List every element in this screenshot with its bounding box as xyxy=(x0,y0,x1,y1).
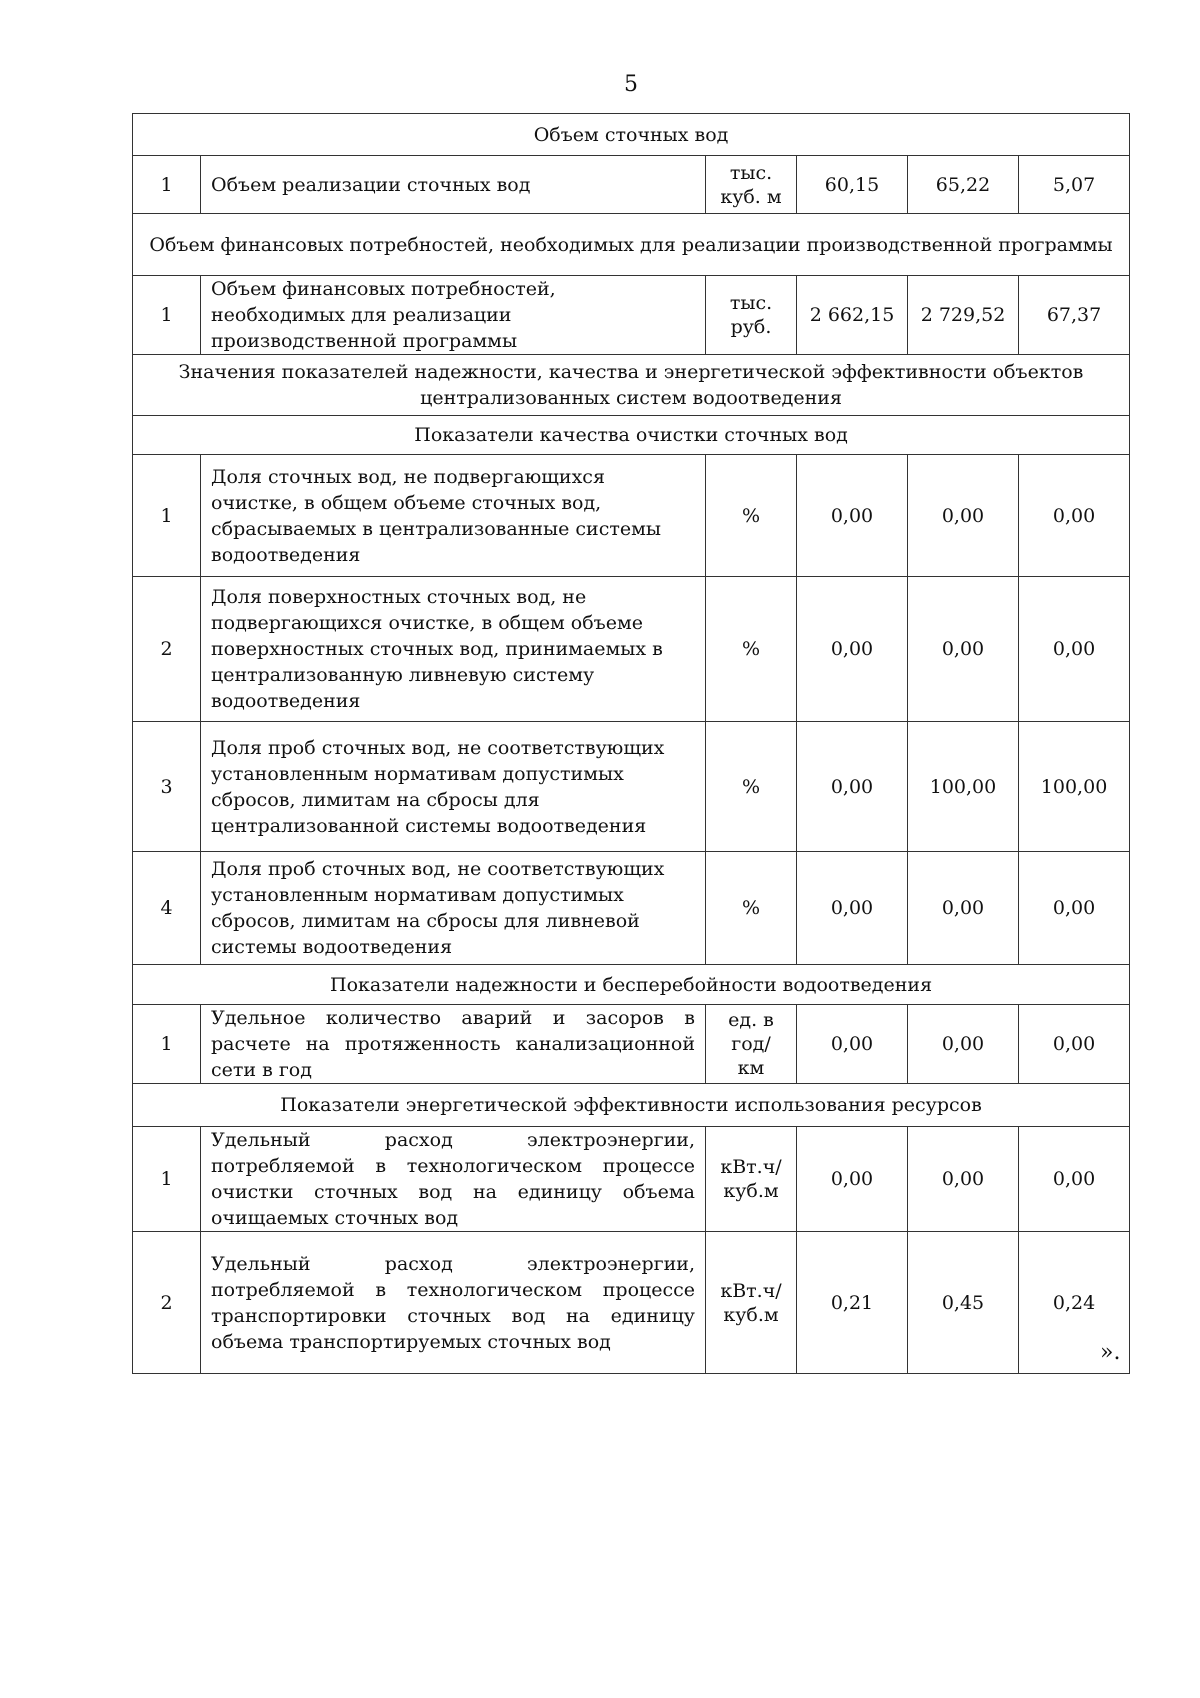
unit-cell: % xyxy=(706,722,797,852)
value-cell-1: 0,00 xyxy=(797,577,908,722)
value-cell-2: 0,00 xyxy=(908,455,1019,577)
value-cell-1: 0,21 xyxy=(797,1232,908,1374)
section-header-row xyxy=(133,214,1130,276)
section-header-row xyxy=(133,114,1130,156)
row-number: 1 xyxy=(133,1005,201,1084)
unit-cell: ед. в год/ км xyxy=(706,1005,797,1084)
value-cell-1: 0,00 xyxy=(797,1005,908,1084)
unit-cell: % xyxy=(706,577,797,722)
section-title: Объем финансовых потребностей, необходимых для реализации производственной программы xyxy=(133,214,1130,276)
table-row xyxy=(133,1005,1130,1084)
value-cell-3: 0,00 xyxy=(1019,1127,1130,1232)
value-cell-2: 65,22 xyxy=(908,156,1019,214)
value-cell-1: 0,00 xyxy=(797,455,908,577)
section-header-row xyxy=(133,1084,1130,1127)
section-title: Показатели энергетической эффективности использования ресурсов xyxy=(133,1084,1130,1127)
unit-cell: % xyxy=(706,852,797,965)
value-cell-2: 0,45 xyxy=(908,1232,1019,1374)
indicator-name: Удельное количество аварий и засоров в расчете на протяженность канализационной сети в год xyxy=(201,1005,706,1084)
value-cell-1: 0,00 xyxy=(797,1127,908,1232)
value-cell-1: 0,00 xyxy=(797,722,908,852)
section-header-row xyxy=(133,416,1130,455)
row-number: 1 xyxy=(133,1127,201,1232)
row-number: 2 xyxy=(133,577,201,722)
indicator-name: Объем финансовых потребностей, необходимых для реализации производственной программы xyxy=(201,276,706,355)
section-title: Показатели надежности и бесперебойности водоотведения xyxy=(133,965,1130,1005)
value-cell-3: 0,24 xyxy=(1019,1232,1130,1374)
value-cell-1: 60,15 xyxy=(797,156,908,214)
table-row xyxy=(133,1127,1130,1232)
row-number: 4 xyxy=(133,852,201,965)
value-cell-2: 0,00 xyxy=(908,577,1019,722)
table-row xyxy=(133,156,1130,214)
indicator-name: Доля поверхностных сточных вод, не подвергающихся очистке, в общем объеме поверхностных сточных вод, принимаемых в централизованную ливневую систему водоотведения xyxy=(201,577,706,722)
unit-cell: тыс. куб. м xyxy=(706,156,797,214)
unit-cell: кВт.ч/ куб.м xyxy=(706,1127,797,1232)
section-header-row xyxy=(133,965,1130,1005)
indicator-name: Доля проб сточных вод, не соответствующих установленным нормативам допустимых сбросов, лимитам на сбросы для ливневой системы водоотведения xyxy=(201,852,706,965)
value-cell-3: 100,00 xyxy=(1019,722,1130,852)
value-cell-3: 5,07 xyxy=(1019,156,1130,214)
unit-cell: % xyxy=(706,455,797,577)
value-cell-3: 0,00 xyxy=(1019,852,1130,965)
value-cell-3: 0,00 xyxy=(1019,1005,1130,1084)
page-number: 5 xyxy=(624,72,638,97)
section-title: Значения показателей надежности, качества и энергетической эффективности объектов централизованных систем водоотведения xyxy=(133,355,1130,416)
value-cell-1: 0,00 xyxy=(797,852,908,965)
value-cell-2: 0,00 xyxy=(908,1127,1019,1232)
indicator-name: Удельный расход электроэнергии, потребляемой в технологическом процессе очистки сточных вод на единицу объема очищаемых сточных вод xyxy=(201,1127,706,1232)
row-number: 3 xyxy=(133,722,201,852)
value-cell-2: 100,00 xyxy=(908,722,1019,852)
row-number: 1 xyxy=(133,156,201,214)
indicator-name: Удельный расход электроэнергии, потребляемой в технологическом процессе транспортировки сточных вод на единицу объема транспортируемых сточных вод xyxy=(201,1232,706,1374)
indicators-table xyxy=(132,113,1130,1374)
unit-cell: тыс. руб. xyxy=(706,276,797,355)
value-cell-1: 2 662,15 xyxy=(797,276,908,355)
table-row xyxy=(133,276,1130,355)
value-cell-2: 2 729,52 xyxy=(908,276,1019,355)
section-title: Объем сточных вод xyxy=(133,114,1130,156)
row-number: 2 xyxy=(133,1232,201,1374)
indicator-name: Объем реализации сточных вод xyxy=(201,156,706,214)
closing-quote-mark: ». xyxy=(1100,1340,1121,1365)
table-row xyxy=(133,1232,1130,1374)
table-row xyxy=(133,722,1130,852)
value-cell-3: 0,00 xyxy=(1019,455,1130,577)
row-number: 1 xyxy=(133,276,201,355)
value-cell-3: 67,37 xyxy=(1019,276,1130,355)
indicator-name: Доля проб сточных вод, не соответствующих установленным нормативам допустимых сбросов, лимитам на сбросы для централизованной системы водоотведения xyxy=(201,722,706,852)
table-row xyxy=(133,577,1130,722)
section-header-row xyxy=(133,355,1130,416)
indicator-name: Доля сточных вод, не подвергающихся очистке, в общем объеме сточных вод, сбрасываемых в централизованные системы водоотведения xyxy=(201,455,706,577)
value-cell-3: 0,00 xyxy=(1019,577,1130,722)
table-row xyxy=(133,852,1130,965)
value-cell-2: 0,00 xyxy=(908,1005,1019,1084)
value-cell-2: 0,00 xyxy=(908,852,1019,965)
row-number: 1 xyxy=(133,455,201,577)
table-row xyxy=(133,455,1130,577)
unit-cell: кВт.ч/ куб.м xyxy=(706,1232,797,1374)
section-title: Показатели качества очистки сточных вод xyxy=(133,416,1130,455)
